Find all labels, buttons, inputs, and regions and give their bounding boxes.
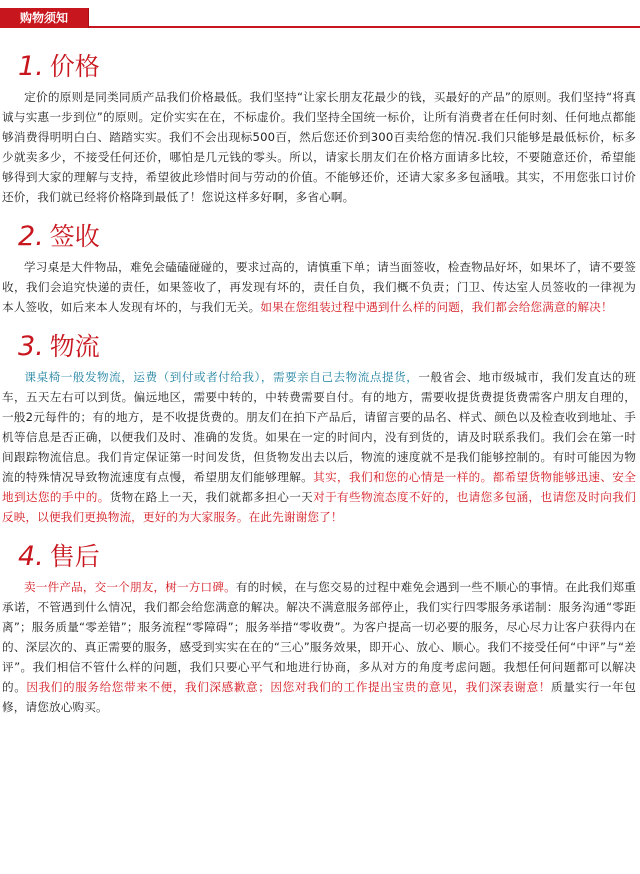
- section-heading: [0, 537, 640, 577]
- body-teal-text: 课桌椅一般发物流，运费（到付或者付给我），需要亲自己去物流点提货，: [24, 370, 419, 384]
- section-signing: [0, 217, 640, 317]
- section-title: 物流: [49, 332, 100, 361]
- section-logistics: [0, 327, 640, 527]
- body-lead-highlight: 卖一件产品，交一个朋友，树一方口碑。: [24, 580, 236, 594]
- body-text: 定价的原则是同类同质产品我们价格最低。我们坚持“让家长朋友花最少的钱，买最好的产品”的原则。我们坚持“将真诚与实惠一步到位”的原则。定价实实在在，不标虚价。我们坚持全国统一标价，让所有消费者在任何时刻、任何地点都能够消费得明明白白、踏踏实实。我们不会出现标500百，然后您还价到300百卖给您的情况.我们只能够是最低标价，标多少就卖多少，不接受任何还价，哪怕是几元钱的零头。所以，请家长朋友们在价格方面请多比较，不要随意还价，希望能够得到大家的理解与支持，希望彼此珍惜时间与劳动的价值。不能够还价，还请大家多多包涵哦。其实，不用您张口讨价还价，我们就已经将价格降到最低了！您说这样多好啊，多省心啊。: [2, 90, 636, 204]
- body-highlight: 其实，我们和您的心情是一样的。都希望货物能够迅速、安全地到达您的手中的。: [2, 470, 636, 504]
- section-title: 售后: [49, 542, 100, 571]
- section-number: 4.: [18, 541, 44, 572]
- header-rule: [0, 26, 640, 28]
- section-heading: [0, 327, 640, 367]
- body-highlight-2: 对于有些物流态度不好的，也请您多包涵，也请您及时向我们反映，以便我们更换物流，更好的为大家服务。在此先谢谢您了！: [2, 490, 636, 524]
- section-number: 1.: [18, 51, 44, 82]
- body-highlight: 因我们的服务给您带来不便，我们深感歉意；因您对我们的工作提出宝贵的意见，我们深表谢意！: [26, 680, 552, 694]
- section-number: 3.: [18, 331, 44, 362]
- body-highlight: 如果在您组装过程中遇到什么样的问题，我们都会给您满意的解决！: [260, 300, 613, 314]
- shopping-notice-tab: 购物须知: [0, 8, 88, 28]
- body-text: 学习桌是大件物品，难免会磕磕碰碰的，要求过高的，请慎重下单；请当面签收，检查物品好坏，如果坏了，请不要签收，我们会追究快递的责任，如果签收了，再发现有坏的，责任自负，我们概不负责；门卫、传达室人员签收的一律视为本人签收，如后来本人发现有坏的，与我们无关。: [2, 260, 636, 314]
- section-heading: [0, 217, 640, 257]
- body-text: 有的时候，在与您交易的过程中难免会遇到一些不顺心的事情。在此我们郑重承诺，不管遇到什么情况，我们都会给您满意的解决。解决不满意服务部停止，我们实行四零服务承诺制：服务沟通“零距离”；服务质量“零差错”；服务流程“零障碍”；服务举措“零收费”。为客户提高一切必要的服务，尽心尽力让客户获得内在的、深层次的、真正需要的服务，感受到实实在在的“三心”服务效果，即开心、放心、顺心。我们不接受任何“中评”与“差评”。我们相信不管什么样的问题，我们只要心平气和地进行协商，多从对方的角度考虑问题。我想任何问题都可以解决的。: [2, 580, 636, 694]
- section-body: [0, 257, 640, 317]
- section-after-sales: [0, 537, 640, 717]
- body-text-2: 货物在路上一天，我们就都多担心一天: [109, 490, 314, 504]
- section-price: [0, 47, 640, 207]
- section-number: 2.: [18, 221, 44, 252]
- section-title: 签收: [49, 222, 100, 251]
- page-header: [0, 0, 640, 38]
- body-end-text: 质量实行一年包修，请您放心购买。: [2, 680, 636, 714]
- section-body: [0, 367, 640, 527]
- section-body: [0, 87, 640, 207]
- body-text: 一般省会、地市级城市，我们发直达的班车，五天左右可以到货。偏远地区，需要中转的，中转费需要自付。有的地方，需要收提货费提货费需客户朋友自理的，一般2元每件的；有的地方，是不收提货费的。朋友们在拍下产品后，请留言要的品名、样式、颜色以及检查收到地址、手机等信息是否正确，以便我们及时、准确的发货。如果在一定的时间内，没有到货的，请及时联系我们。我们会在第一时间跟踪物流信息。我们肯定保证第一时间发货，但货物发出去以后，物流的速度就不是我们能够控制的。有时可能因为物流的特殊情况导致物流速度有点慢，希望朋友们能够理解。: [2, 370, 637, 484]
- section-heading: [0, 47, 640, 87]
- section-body: [0, 577, 640, 717]
- section-title: 价格: [49, 52, 100, 81]
